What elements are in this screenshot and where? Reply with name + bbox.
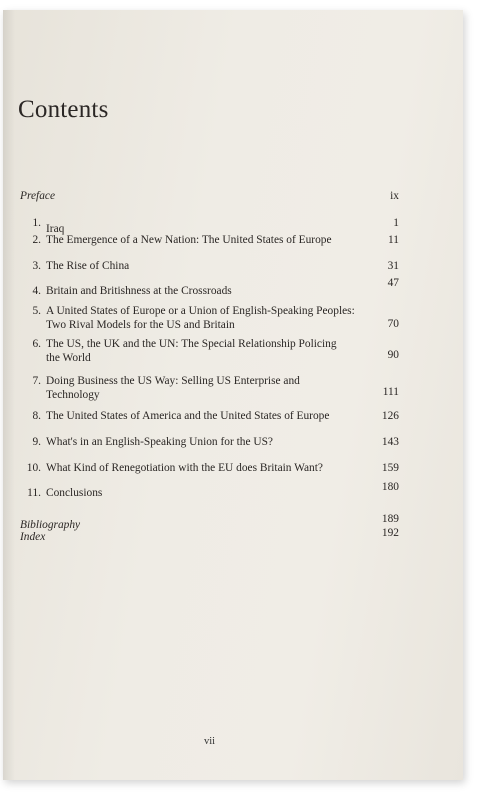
toc-entry-page: 47 bbox=[387, 277, 399, 289]
toc-entry-title: What's in an English-Speaking Union for the US? bbox=[46, 436, 273, 448]
toc-entry-page: 180 bbox=[381, 481, 399, 493]
toc-entry-number: 4. bbox=[32, 285, 41, 297]
toc-entry-number: 2. bbox=[32, 234, 41, 246]
toc-entry-title: Doing Business the US Way: Selling US Enterprise and Technology bbox=[46, 375, 300, 401]
toc-entry-page: 31 bbox=[387, 260, 399, 272]
toc-entry-page: 126 bbox=[381, 410, 399, 422]
toc-entry-number: 1. bbox=[32, 217, 41, 229]
toc-entry-title: The Emergence of a New Nation: The United States of Europe bbox=[46, 234, 332, 246]
toc-entry-number: 3. bbox=[32, 260, 41, 272]
toc-entry-page: 111 bbox=[382, 386, 399, 398]
toc-entry-number: 6. bbox=[32, 338, 41, 350]
toc-entry-title: A United States of Europe or a Union of English-Speaking Peoples: Two Rival Models for the US and Britain bbox=[46, 305, 355, 331]
toc-entry-number: 9. bbox=[32, 436, 41, 448]
toc-entry-number: 5. bbox=[32, 305, 41, 317]
toc-entry-page: ix bbox=[390, 190, 399, 202]
page-number: vii bbox=[204, 736, 216, 747]
toc-entry-label: Index bbox=[20, 531, 46, 543]
toc-entry-number: 11. bbox=[27, 487, 41, 499]
toc-entry-title: The United States of America and the United States of Europe bbox=[46, 410, 330, 422]
spine-shadow bbox=[3, 10, 15, 780]
toc-entry-number: 7. bbox=[32, 375, 41, 387]
toc-entry-title: The Rise of China bbox=[46, 260, 130, 272]
toc-entry-title: Iraq bbox=[46, 223, 65, 235]
toc-entry-title: What Kind of Renegotiation with the EU does Britain Want? bbox=[46, 462, 323, 474]
toc-entry-page: 159 bbox=[381, 462, 399, 474]
toc-entry-title: Conclusions bbox=[46, 487, 103, 499]
toc-entry-page: 192 bbox=[381, 527, 399, 539]
toc-entry-title: Britain and Britishness at the Crossroads bbox=[46, 285, 232, 297]
toc-entry-number: 10. bbox=[26, 462, 41, 474]
toc-entry-page: 11 bbox=[388, 234, 399, 246]
toc-entry-label: Bibliography bbox=[20, 519, 81, 531]
toc-entry-page: 70 bbox=[387, 318, 399, 330]
toc-entry-page: 90 bbox=[387, 349, 399, 361]
toc-entry-number: 8. bbox=[32, 410, 41, 422]
toc-entry-page: 1 bbox=[393, 217, 399, 229]
book-page bbox=[3, 10, 463, 780]
page-title: Contents bbox=[18, 96, 109, 123]
toc-entry-title: The US, the UK and the UN: The Special Relationship Policing the World bbox=[46, 338, 337, 364]
toc-entry-label: Preface bbox=[20, 190, 55, 202]
toc-entry-page: 189 bbox=[381, 513, 399, 525]
toc-entry-page: 143 bbox=[381, 436, 399, 448]
